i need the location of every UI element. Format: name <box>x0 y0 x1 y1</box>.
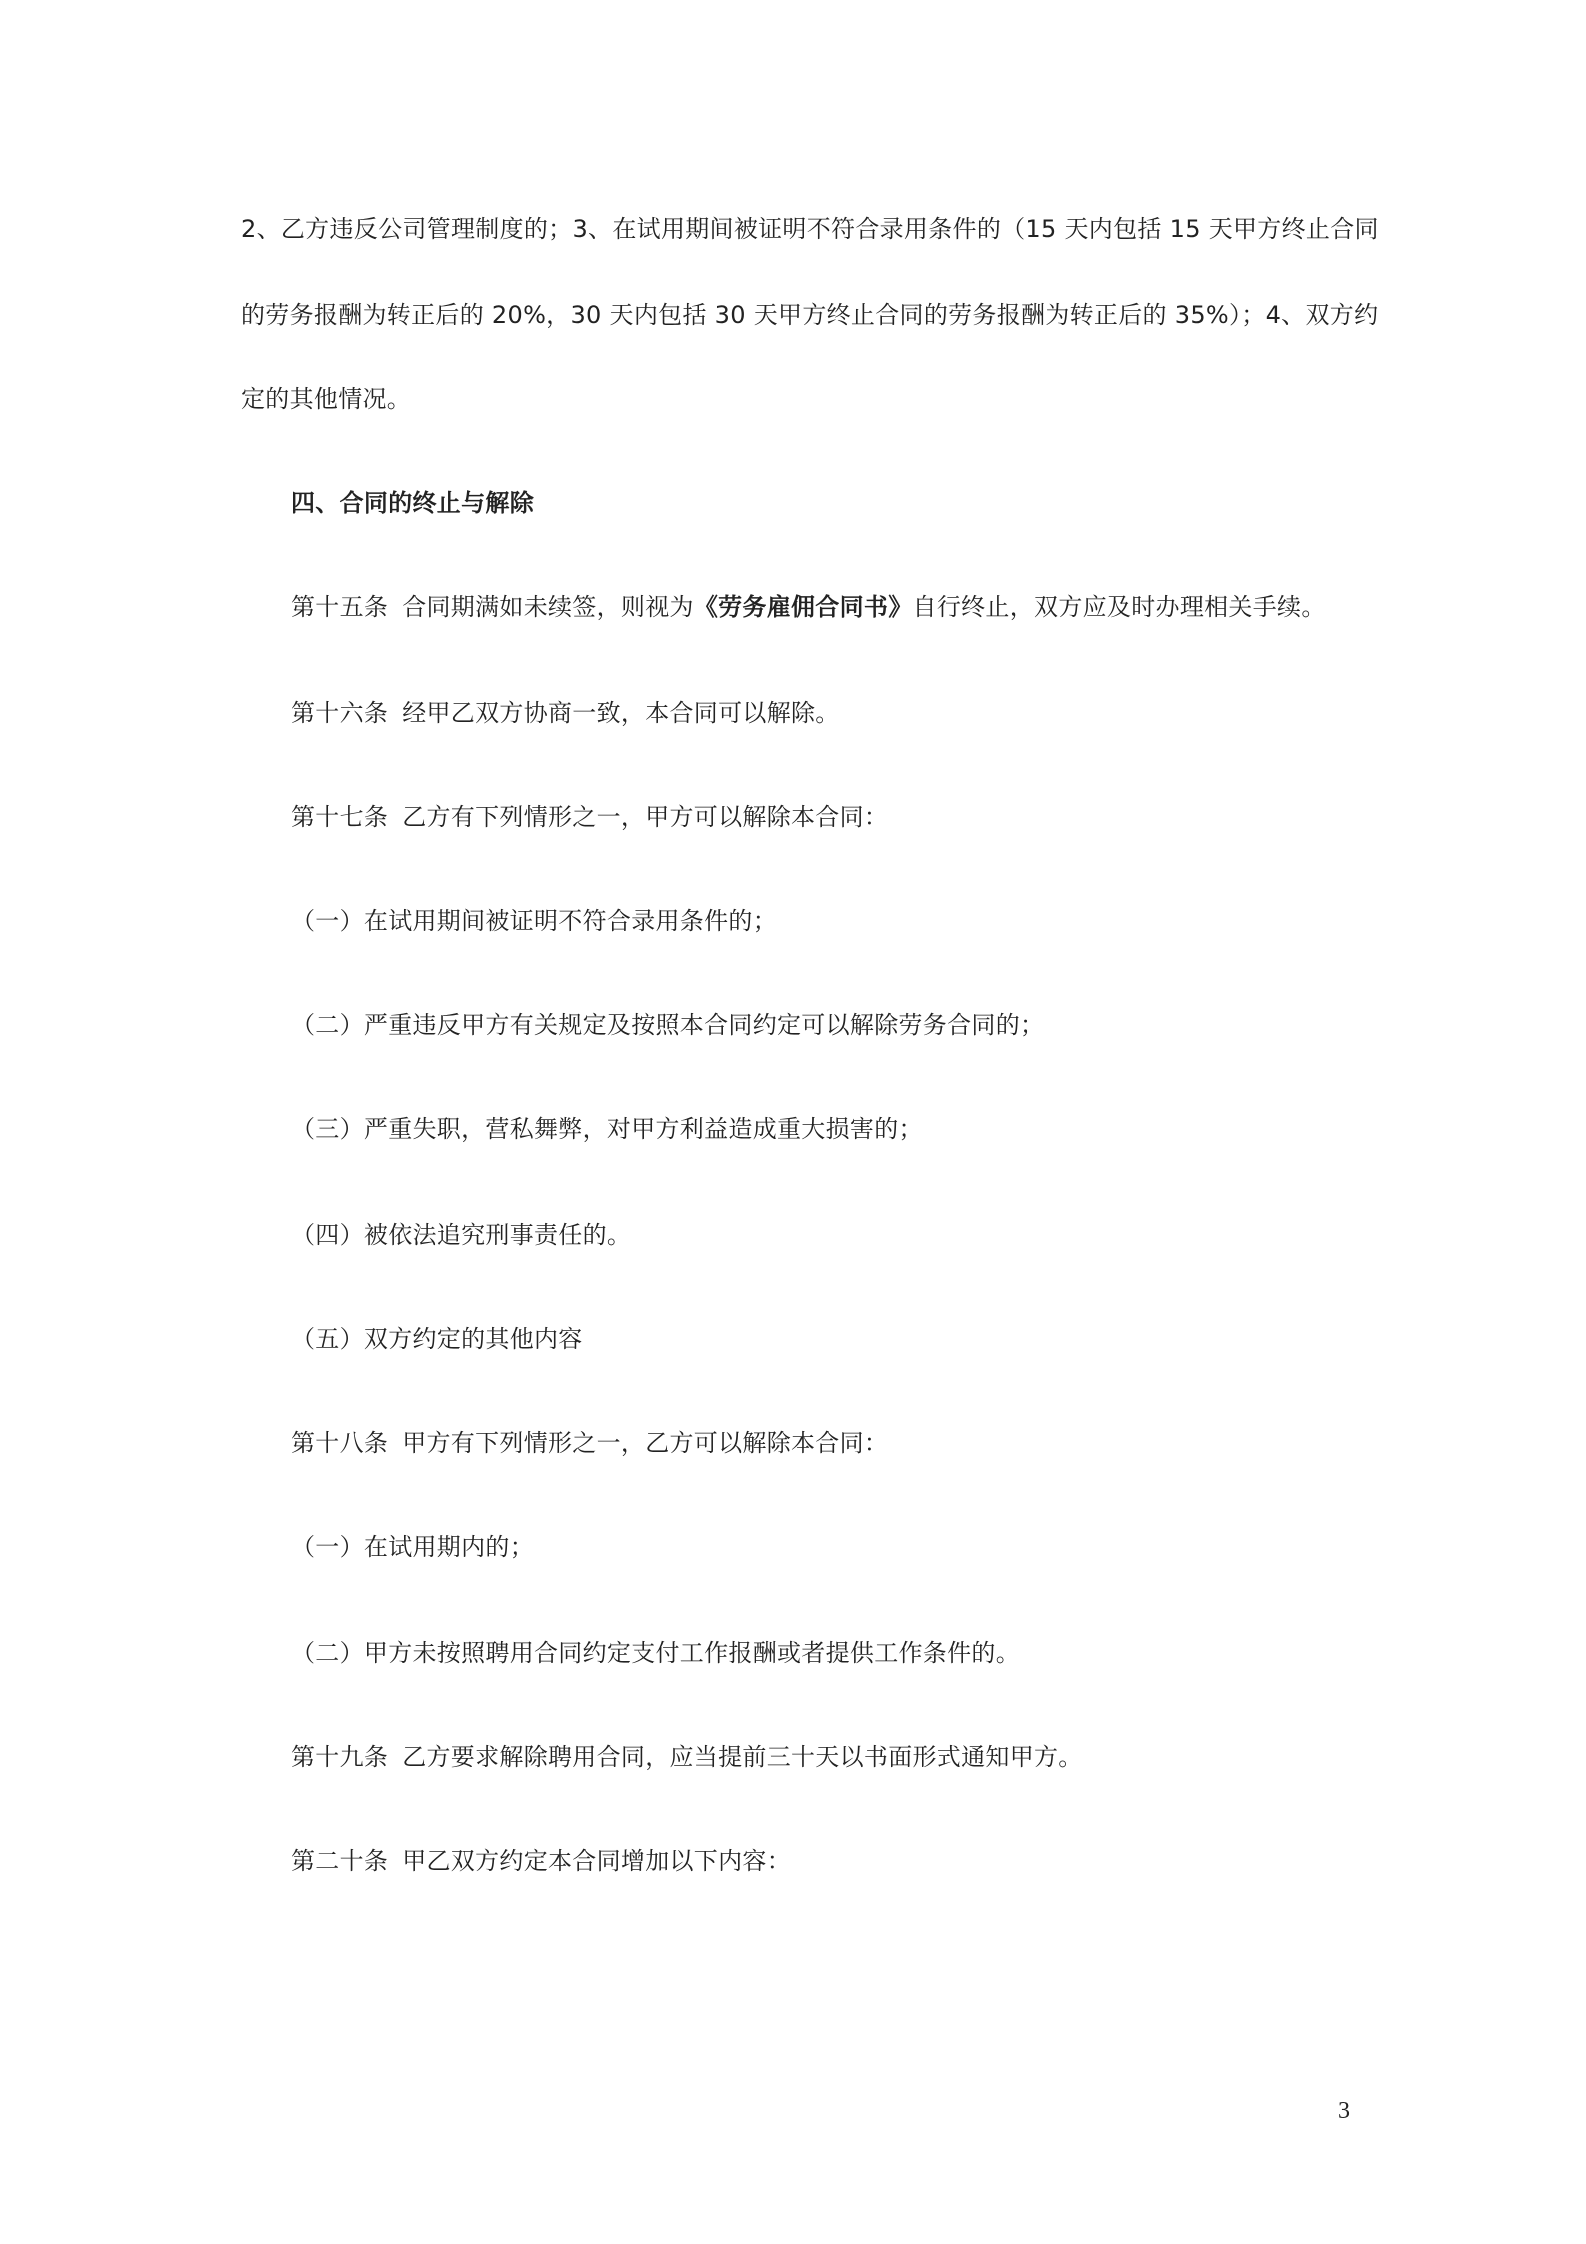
article-17-item-4: （四）被依法追究刑事责任的。 <box>291 1221 632 1249</box>
article-16 <box>291 696 840 730</box>
article-20-text: 甲乙双方约定本合同增加以下内容： <box>402 1847 792 1875</box>
article-20-label: 第二十条 <box>291 1847 389 1875</box>
article-17-label: 第十七条 <box>291 803 389 831</box>
article-17-item-5: （五）双方约定的其他内容 <box>291 1325 583 1353</box>
article-15-label: 第十五条 <box>291 593 389 621</box>
article-19-label: 第十九条 <box>291 1743 389 1771</box>
article-15 <box>291 590 1326 624</box>
article-17-item-1: （一）在试用期间被证明不符合录用条件的； <box>291 907 777 935</box>
paragraph-line-1: 2、乙方违反公司管理制度的；3、在试用期间被证明不符合录用条件的（15 天内包括 15 天甲方终止合同 <box>241 215 1379 243</box>
page-number: 3 <box>1338 2098 1350 2124</box>
article-19 <box>291 1740 1083 1774</box>
article-17-item-2: （二）严重违反甲方有关规定及按照本合同约定可以解除劳务合同的； <box>291 1011 1045 1039</box>
article-16-label: 第十六条 <box>291 699 389 727</box>
article-18 <box>291 1426 888 1460</box>
article-18-text: 甲方有下列情形之一，乙方可以解除本合同： <box>402 1429 889 1457</box>
article-17-item-3: （三）严重失职，营私舞弊，对甲方利益造成重大损害的； <box>291 1115 923 1143</box>
article-15-text-after: 自行终止，双方应及时办理相关手续。 <box>912 593 1326 621</box>
article-19-text: 乙方要求解除聘用合同，应当提前三十天以书面形式通知甲方。 <box>402 1743 1083 1771</box>
article-17 <box>291 800 888 834</box>
article-18-item-2: （二）甲方未按照聘用合同约定支付工作报酬或者提供工作条件的。 <box>291 1639 1020 1667</box>
article-15-text-before: 合同期满如未续签，则视为 <box>402 593 694 621</box>
article-16-text: 经甲乙双方协商一致，本合同可以解除。 <box>402 699 840 727</box>
article-15-contract-title: 《劳务雇佣合同书》 <box>693 593 913 621</box>
article-18-item-1: （一）在试用期内的； <box>291 1533 534 1561</box>
paragraph-line-3: 定的其他情况。 <box>241 385 412 413</box>
paragraph-line-2: 的劳务报酬为转正后的 20%，30 天内包括 30 天甲方终止合同的劳务报酬为转正后的 35%）；4、双方约 <box>241 301 1379 329</box>
article-18-label: 第十八条 <box>291 1429 389 1457</box>
section-heading: 四、合同的终止与解除 <box>291 489 534 517</box>
article-20 <box>291 1844 791 1878</box>
article-17-text: 乙方有下列情形之一，甲方可以解除本合同： <box>402 803 889 831</box>
